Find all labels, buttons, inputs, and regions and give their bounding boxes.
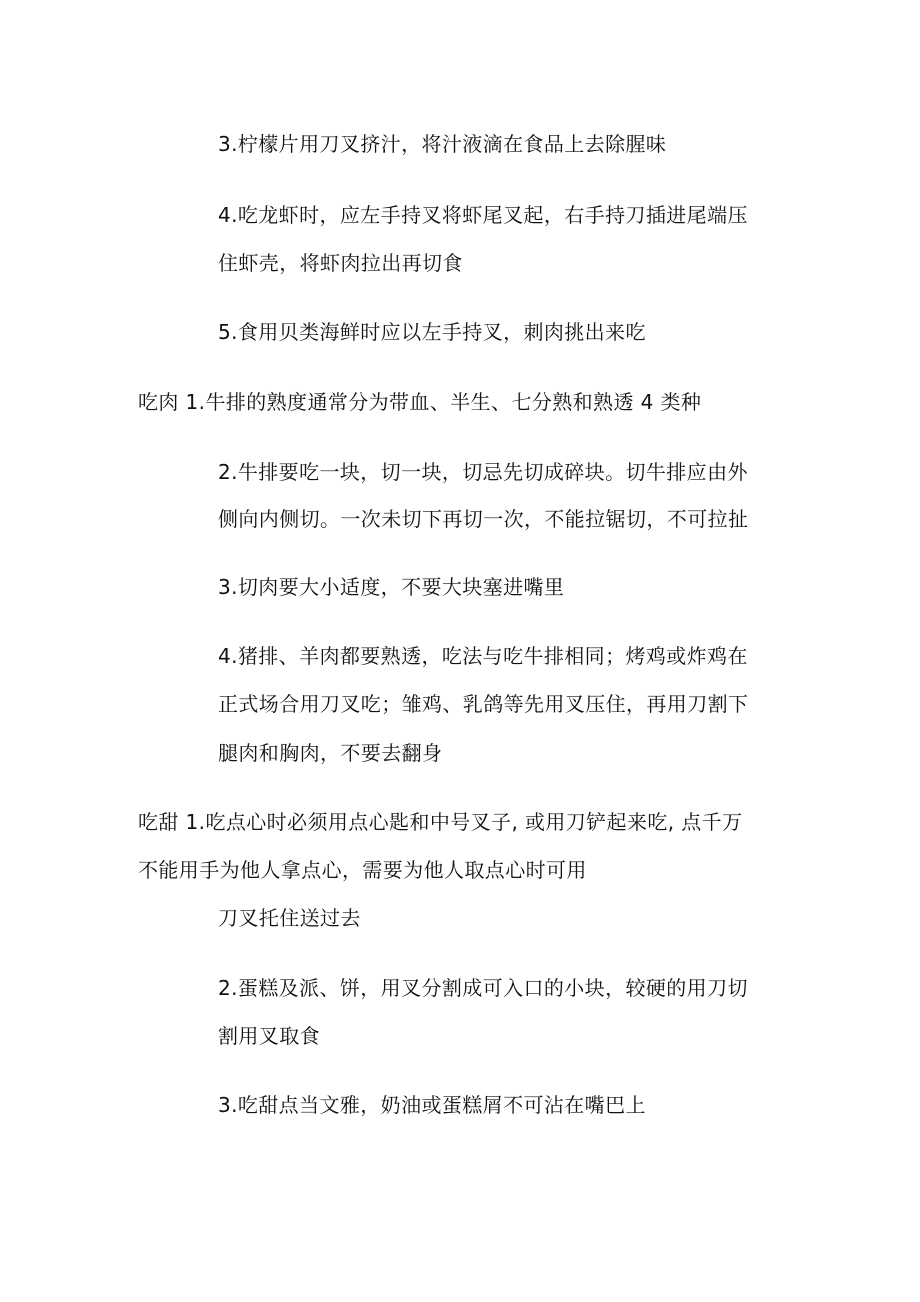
section-dessert-line-3: 刀叉托住送过去: [218, 906, 361, 930]
section-dessert-line-2: 不能用手为他人拿点心，需要为他人取点心时可用: [138, 858, 587, 882]
text-line-pork-1: 4.猪排、羊肉都要熟透，吃法与吃牛排相同；烤鸡或炸鸡在: [218, 644, 748, 668]
text-line-pork-2: 正式场合用刀叉吃；雏鸡、乳鸽等先用叉压住，再用刀割下: [218, 692, 749, 716]
text-line-pork-3: 腿肉和胸肉，不要去翻身: [218, 741, 443, 765]
text-line-cut-size: 3.切肉要大小适度，不要大块塞进嘴里: [218, 575, 565, 599]
text-line-elegant: 3.吃甜点当文雅，奶油或蛋糕屑不可沾在嘴巴上: [218, 1093, 646, 1117]
section-meat-line-1: 吃肉 1.牛排的熟度通常分为带血、半生、七分熟和熟透 4 类种: [138, 390, 702, 414]
section-dessert-line-1: 吃甜 1.吃点心时必须用点心匙和中号叉子, 或用刀铲起来吃, 点千万: [138, 810, 743, 834]
text-line-shellfish: 5.食用贝类海鲜时应以左手持叉，刺肉挑出来吃: [218, 320, 646, 344]
text-line-cake-2: 割用叉取食: [218, 1024, 320, 1048]
text-line-lobster-1: 4.吃龙虾时，应左手持叉将虾尾叉起，右手持刀插进尾端压: [218, 203, 748, 227]
text-line-lobster-2: 住虾壳，将虾肉拉出再切食: [218, 251, 463, 275]
text-line-lemon: 3.柠檬片用刀叉挤汁，将汁液滴在食品上去除腥味: [218, 132, 667, 156]
text-line-steak-1: 2.牛排要吃一块，切一块，切忌先切成碎块。切牛排应由外: [218, 460, 748, 484]
text-line-steak-2: 侧向内侧切。一次未切下再切一次，不能拉锯切，不可拉扯: [218, 507, 749, 531]
text-line-cake-1: 2.蛋糕及派、饼，用叉分割成可入口的小块，较硬的用刀切: [218, 976, 748, 1000]
